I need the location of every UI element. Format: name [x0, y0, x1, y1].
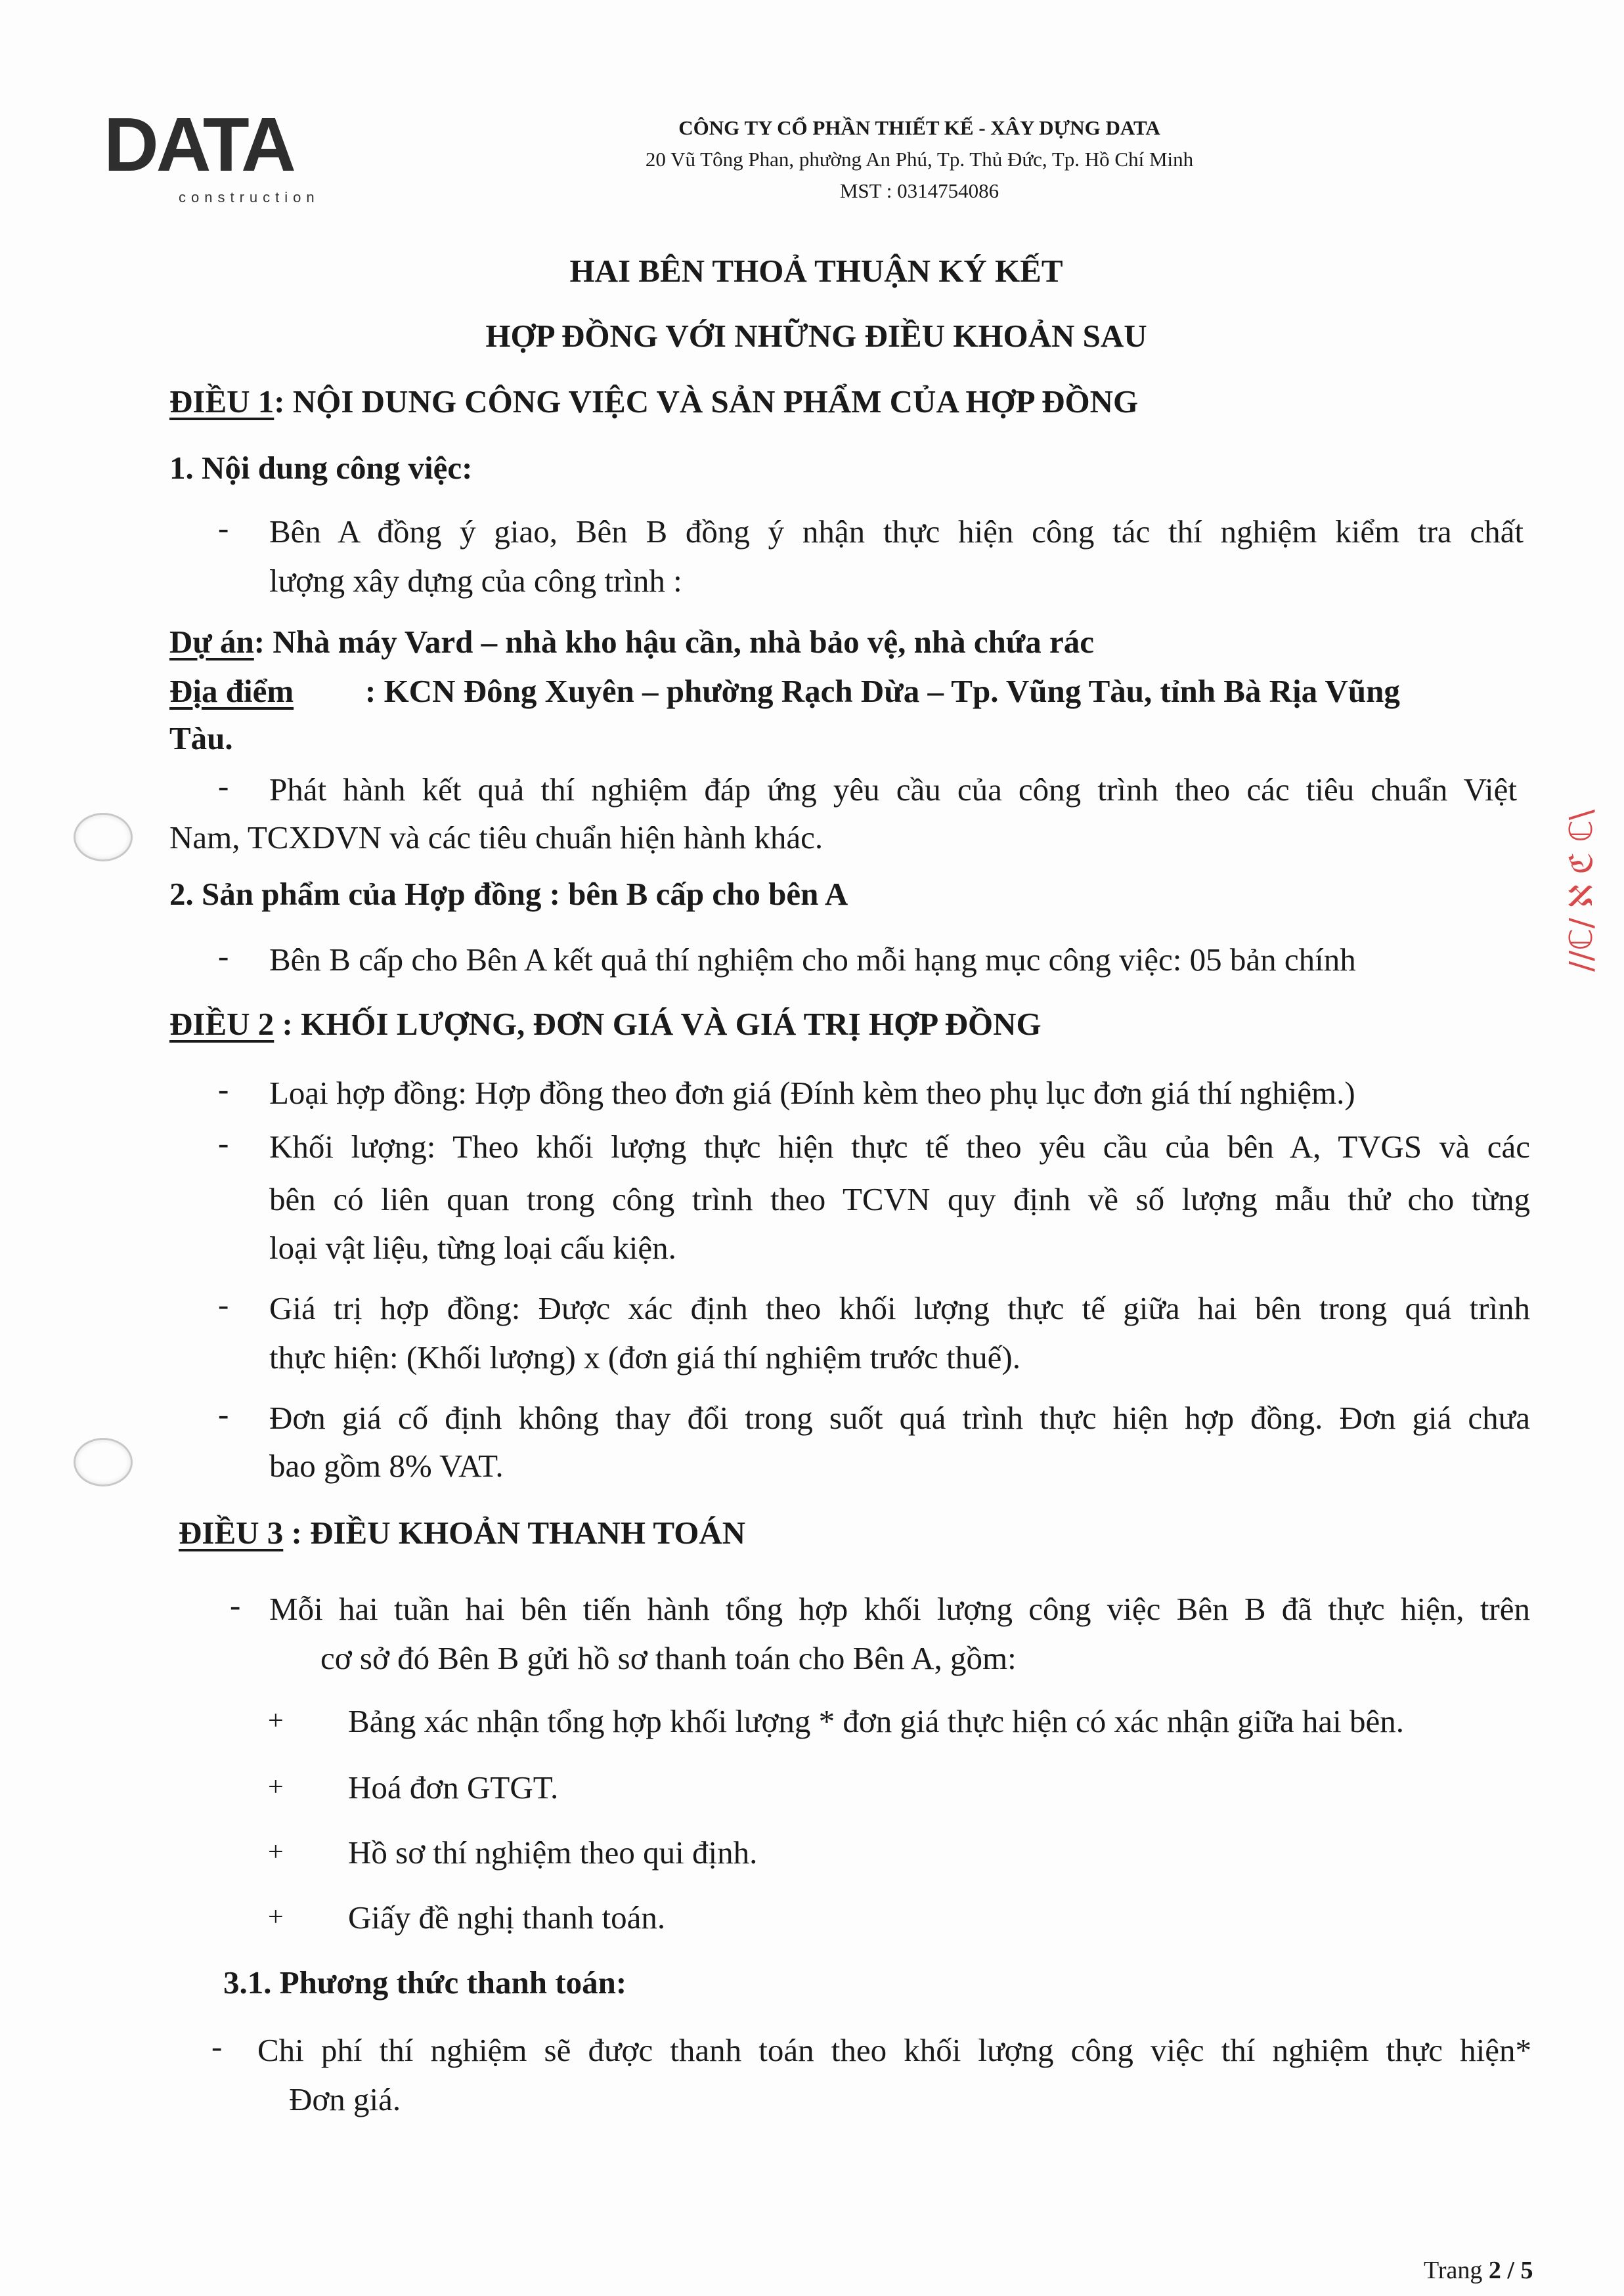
article-2-label: ĐIỀU 2: [169, 1006, 274, 1042]
article-3-sub-31: 3.1. Phương thức thanh toán:: [223, 1964, 627, 2001]
article-3-title: : ĐIỀU KHOẢN THANH TOÁN: [283, 1515, 746, 1551]
article-3-p1-line-1: Mỗi hai tuần hai bên tiến hành tổng hợp khối lượng công việc Bên B đã thực hiện, trên: [269, 1591, 1530, 1627]
article-2-item-3-line-2: thực hiện: (Khối lượng) x (đơn giá thí nghiệm trước thuế).: [269, 1339, 1020, 1375]
article-2-item-2-line-3: loại vật liệu, từng loại cấu kiện.: [269, 1230, 676, 1266]
company-logo-subtitle: construction: [179, 189, 320, 206]
article-3-label: ĐIỀU 3: [179, 1515, 284, 1551]
article-2-item-2-line-2: bên có liên quan trong công trình theo TCVN quy định về số lượng mẫu thử cho từng: [269, 1181, 1530, 1217]
bullet-dash: -: [218, 1071, 229, 1107]
bullet-dash: -: [218, 768, 229, 804]
company-name: CÔNG TY CỔ PHẦN THIẾT KẾ - XÂY DỰNG DATA: [678, 116, 1160, 139]
bullet-dash: -: [218, 509, 229, 546]
company-logo: DATA: [104, 102, 294, 187]
bullet-plus: +: [268, 1772, 284, 1802]
page-label: Trang: [1424, 2257, 1483, 2284]
bullet-dash: -: [218, 1125, 229, 1161]
company-address: 20 Vũ Tông Phan, phường An Phú, Tp. Thủ Đức, Tp. Hồ Chí Minh: [645, 148, 1194, 171]
bullet-plus: +: [268, 1902, 284, 1932]
binder-hole: [74, 813, 133, 861]
bullet-dash: -: [218, 938, 229, 974]
article-3-p2-line-1: Chi phí thí nghiệm sẽ được thanh toán theo khối lượng công việc thí nghiệm thực hiện*: [257, 2032, 1531, 2068]
bullet-plus: +: [268, 1706, 284, 1736]
article-2-item-2-line-1: Khối lượng: Theo khối lượng thực hiện thực tế theo yêu cầu của bên A, TVGS và các: [269, 1129, 1530, 1165]
article-1-p1-line-1: Bên A đồng ý giao, Bên B đồng ý nhận thực hiện công tác thí nghiệm kiểm tra chất: [269, 513, 1524, 550]
binder-hole: [74, 1438, 133, 1486]
article-2-item-4-line-2: bao gồm 8% VAT.: [269, 1448, 504, 1484]
bullet-dash: -: [211, 2028, 223, 2064]
project-line: [169, 619, 1094, 665]
payment-document-item: Hoá đơn GTGT.: [348, 1769, 559, 1806]
location-value: : KCN Đông Xuyên – phường Rạch Dừa – Tp. Vũng Tàu, tỉnh Bà Rịa Vũng: [365, 673, 1400, 709]
article-1-p2-line-1: Phát hành kết quả thí nghiệm đáp ứng yêu cầu của công trình theo các tiêu chuẩn Việt: [269, 771, 1517, 808]
article-2-item-4-line-1: Đơn giá cố định không thay đổi trong suốt quá trình thực hiện hợp đồng. Đơn giá chưa: [269, 1400, 1530, 1436]
page-count: 2 / 5: [1488, 2257, 1533, 2284]
payment-document-item: Hồ sơ thí nghiệm theo qui định.: [348, 1834, 758, 1871]
article-3-heading: [179, 1510, 745, 1556]
article-1-sub-2: 2. Sản phẩm của Hợp đồng : bên B cấp cho bên A: [169, 876, 848, 912]
article-2-item-1: Loại hợp đồng: Hợp đồng theo đơn giá (Đính kèm theo phụ lục đơn giá thí nghiệm.): [269, 1075, 1355, 1111]
red-margin-mark: //ℂ/ ℵ ℭ ℂ\: [1563, 809, 1600, 972]
project-value: : Nhà máy Vard – nhà kho hậu cần, nhà bảo vệ, nhà chứa rác: [253, 624, 1094, 660]
title-line-1: HAI BÊN THOẢ THUẬN KÝ KẾT: [569, 253, 1063, 289]
company-tax-code: MST : 0314754086: [839, 179, 999, 202]
article-1-p3: Bên B cấp cho Bên A kết quả thí nghiệm cho mỗi hạng mục công việc: 05 bản chính: [269, 942, 1356, 978]
location-continued: Tàu.: [169, 720, 233, 756]
article-2-heading: [169, 1001, 1042, 1047]
project-label: Dự án: [169, 624, 254, 660]
article-2-item-3-line-1: Giá trị hợp đồng: Được xác định theo khối lượng thực tế giữa hai bên trong quá trình: [269, 1290, 1530, 1326]
article-2-title: : KHỐI LƯỢNG, ĐƠN GIÁ VÀ GIÁ TRỊ HỢP ĐỒNG: [274, 1006, 1042, 1042]
article-1-title: : NỘI DUNG CÔNG VIỆC VÀ SẢN PHẨM CỦA HỢP ĐỒNG: [274, 383, 1139, 420]
article-1-label: ĐIỀU 1: [169, 383, 274, 420]
location-label: Địa điểm: [169, 673, 294, 709]
bullet-dash: -: [218, 1396, 229, 1432]
bullet-dash: -: [218, 1286, 229, 1322]
article-3-p2-line-2: Đơn giá.: [289, 2081, 401, 2117]
page-number: [1424, 2256, 1533, 2285]
title-line-2: HỢP ĐỒNG VỚI NHỮNG ĐIỀU KHOẢN SAU: [485, 318, 1147, 354]
bullet-dash: -: [230, 1587, 241, 1623]
article-1-p2-line-2: Nam, TCXDVN và các tiêu chuẩn hiện hành khác.: [169, 819, 823, 856]
payment-document-item: Bảng xác nhận tổng hợp khối lượng * đơn giá thực hiện có xác nhận giữa hai bên.: [348, 1703, 1404, 1739]
bullet-plus: +: [268, 1837, 284, 1867]
payment-document-item: Giấy đề nghị thanh toán.: [348, 1899, 666, 1936]
article-1-p1-line-2: lượng xây dựng của công trình :: [269, 563, 682, 599]
article-1-heading: [169, 379, 1138, 425]
article-1-sub-1: 1. Nội dung công việc:: [169, 450, 473, 486]
article-3-p1-line-2: cơ sở đó Bên B gửi hồ sơ thanh toán cho Bên A, gồm:: [320, 1640, 1017, 1676]
